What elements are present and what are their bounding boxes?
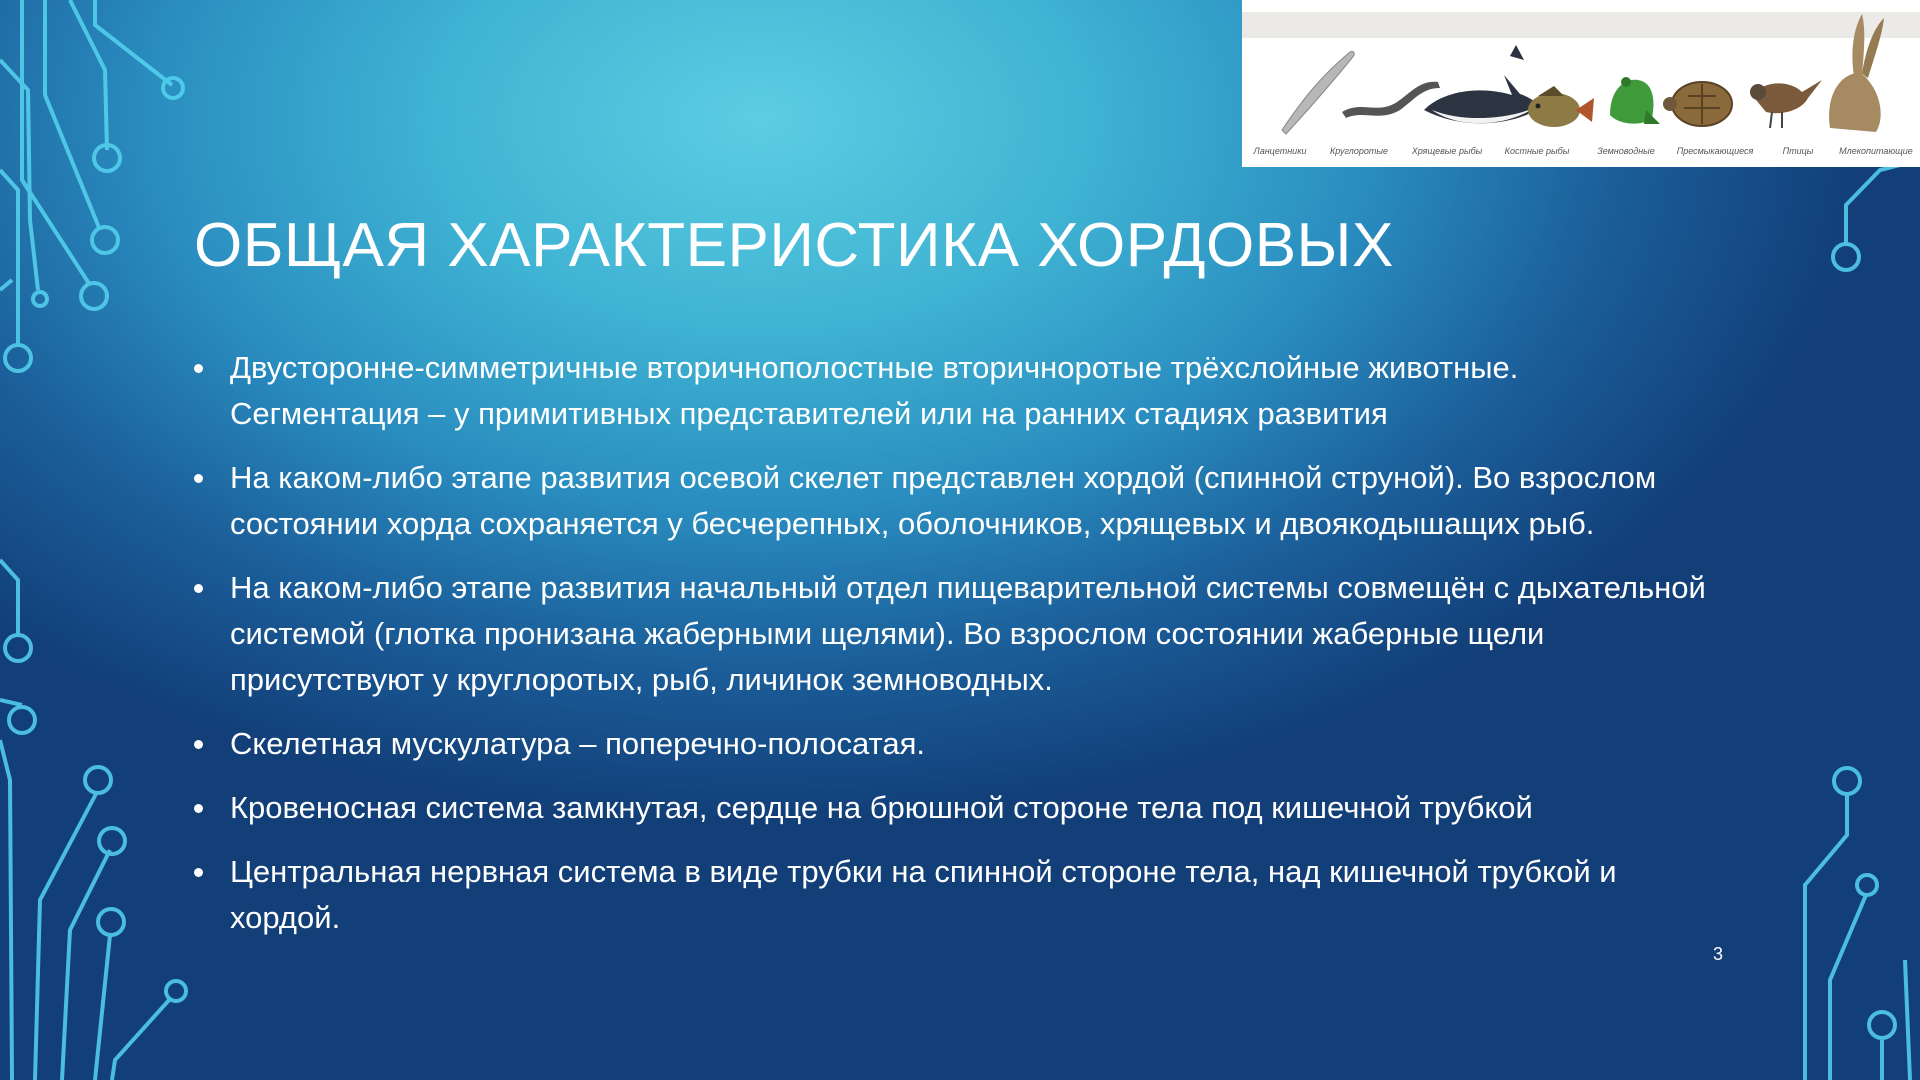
perch-icon — [1528, 86, 1594, 127]
bullet-list — [194, 345, 1714, 959]
frog-icon — [1610, 77, 1660, 124]
bullet-item — [194, 849, 1714, 941]
chordates-image-strip — [1242, 0, 1920, 167]
turtle-icon — [1663, 82, 1732, 126]
strip-label: Хрящевые рыбы — [1411, 146, 1483, 156]
page-number: 3 — [1713, 944, 1724, 964]
strip-label: Ланцетники — [1253, 146, 1307, 156]
bullet-text: На каком-либо этапе развития начальный отдел пищеварительной системы совмещён с дыхательной системой (глотка пронизана жаберными щелями). Во взрослом состоянии жаберные щели присутствуют у круглоротых, рыб, личинок земноводных. — [230, 570, 1706, 697]
lancelet-icon — [1282, 51, 1354, 134]
sparrow-icon — [1750, 80, 1822, 128]
bullet-item — [194, 721, 1714, 767]
bullet-text: Скелетная мускулатура – поперечно-полосатая. — [230, 726, 926, 761]
bullet-text: Центральная нервная система в виде трубки на спинной стороне тела, над кишечной трубкой и хордой. — [230, 854, 1617, 935]
bullet-text: Кровеносная система замкнутая, сердце на брюшной стороне тела под кишечной трубкой — [230, 790, 1533, 825]
bullet-item — [194, 565, 1714, 703]
slide-title: ОБЩАЯ ХАРАКТЕРИСТИКА ХОРДОВЫХ — [194, 211, 1394, 280]
strip-label: Круглоротые — [1329, 146, 1389, 156]
bullet-dot-icon — [194, 364, 203, 373]
bullet-item — [194, 455, 1714, 547]
bullet-item — [194, 345, 1714, 437]
strip-label: Пресмыкающиеся — [1676, 146, 1754, 156]
strip-label: Земноводные — [1597, 146, 1655, 156]
bullet-item — [194, 785, 1714, 831]
bullet-text: Двусторонне-симметричные вторичнополостные вторичноротые трёхслойные животные. Сегментация – у примитивных представителей или на ранних стадиях развития — [230, 350, 1519, 431]
bullet-dot-icon — [194, 868, 203, 877]
bullet-dot-icon — [194, 584, 203, 593]
strip-label: Костные рыбы — [1504, 146, 1570, 156]
strip-label: Млекопитающие — [1839, 146, 1913, 156]
strip-labels — [1242, 146, 1920, 162]
bullet-text: На каком-либо этапе развития осевой скелет представлен хордой (спинной струной). Во взрослом состоянии хорда сохраняется у бесчерепных, оболочников, хрящевых и двоякодышащих рыб. — [230, 460, 1657, 541]
lamprey-icon — [1342, 82, 1440, 118]
bullet-dot-icon — [194, 804, 203, 813]
bullet-dot-icon — [194, 474, 203, 483]
strip-label: Птицы — [1782, 146, 1814, 156]
bullet-dot-icon — [194, 740, 203, 749]
hare-icon — [1829, 14, 1884, 132]
shark-icon — [1424, 45, 1540, 123]
